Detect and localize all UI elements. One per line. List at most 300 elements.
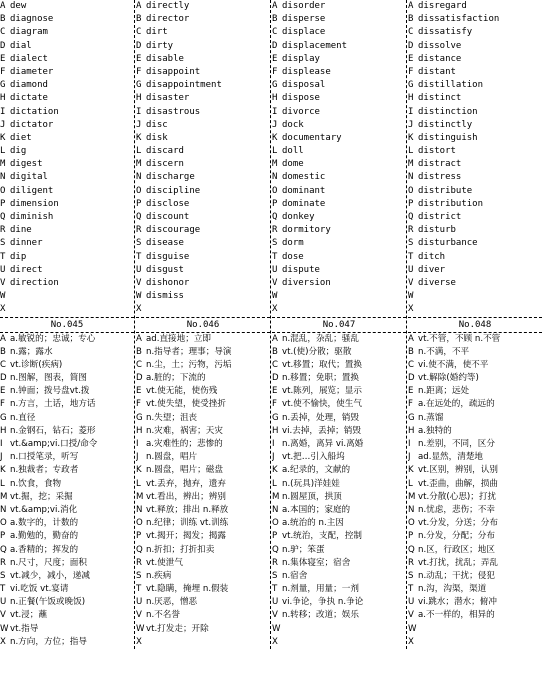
row-letter: M: [0, 159, 6, 170]
row-letter: J: [408, 119, 414, 130]
meaning-row: [136, 359, 270, 372]
meaning-text: n.方言，土话，地方话: [10, 399, 96, 410]
meaning-text: vt.不管，不顾 n.不管: [418, 333, 501, 344]
word-row: [0, 237, 134, 250]
row-letter: U: [272, 597, 279, 608]
meaning-row: [136, 412, 270, 425]
row-letter: Q: [272, 544, 279, 555]
row-letter: E: [272, 386, 278, 397]
meaning-text: n.宿舍: [282, 570, 308, 581]
meaning-text: vt.看出，辨出；辨别: [146, 491, 226, 502]
word-row: [136, 224, 270, 237]
row-letter: L: [0, 146, 6, 157]
meaning-row: [0, 451, 134, 464]
meaning-text: n.差别，不同，区分: [418, 439, 495, 449]
meaning-text: a.敏锐的；忠诚；专心: [10, 333, 96, 344]
word-row: [408, 303, 542, 316]
block-number: No.048: [408, 317, 542, 333]
word-text: dispose: [282, 93, 320, 104]
word-text: dictate: [10, 93, 48, 104]
meaning-text: vt.区别，辨别，认别: [418, 465, 498, 476]
row-letter: F: [408, 66, 414, 77]
word-row: [408, 0, 542, 13]
meaning-text: n.离婚，离异 vi.离婚: [282, 439, 364, 449]
word-row: [0, 0, 134, 13]
row-letter: R: [136, 557, 142, 568]
meaning-text: n.圆盘，唱片；磁盘: [146, 465, 223, 476]
row-letter: X: [0, 636, 6, 647]
row-letter: S: [136, 570, 142, 581]
meaning-text: n.沟，沟渠，渠道: [418, 584, 487, 595]
meaning-row: [272, 398, 406, 411]
meaning-text: n.(玩具)洋娃娃: [282, 478, 340, 489]
lower-block-3: [272, 333, 406, 650]
meaning-text: ad.显然，清楚地: [418, 452, 484, 463]
row-letter: M: [272, 159, 278, 170]
word-row: [408, 132, 542, 145]
word-row: [408, 264, 542, 277]
row-letter: V: [136, 277, 142, 288]
word-text: dig: [10, 146, 27, 157]
row-letter: U: [0, 264, 6, 275]
row-letter: K: [0, 132, 6, 143]
row-letter: R: [408, 225, 414, 236]
row-letter: G: [272, 412, 279, 423]
meaning-row: [0, 623, 134, 636]
meaning-text: vt.掘，挖；采掘: [10, 491, 73, 502]
word-text: disregard: [418, 1, 467, 11]
word-text: disposal: [282, 80, 326, 91]
row-letter: L: [272, 478, 277, 489]
word-text: disappointment: [146, 80, 222, 91]
row-letter: A: [408, 1, 414, 11]
word-row: [408, 66, 542, 79]
row-letter: Q: [408, 212, 414, 222]
word-row: [136, 237, 270, 250]
meaning-text: vt.隐瞒，掩埋 n.假装: [146, 584, 229, 595]
meaning-row: [408, 359, 542, 372]
meaning-text: a.纪录的，文献的: [282, 465, 351, 476]
meaning-row: [272, 478, 406, 491]
row-letter: K: [408, 465, 414, 476]
row-letter: M: [0, 491, 8, 502]
word-row: [0, 119, 134, 132]
meaning-row: [136, 451, 270, 464]
word-text: distance: [418, 53, 462, 64]
meaning-row: [272, 425, 406, 438]
row-letter: O: [272, 185, 278, 196]
meaning-text: n.混乱，杂乱；骚乱: [282, 333, 359, 344]
meaning-row: [272, 583, 406, 596]
meaning-row: [408, 372, 542, 385]
row-letter: A: [0, 1, 6, 11]
row-letter: O: [0, 518, 7, 529]
row-letter: L: [136, 478, 141, 489]
meaning-text: vt.统治，支配，控制: [282, 531, 362, 542]
word-row: [136, 26, 270, 39]
meaning-row: [408, 623, 542, 636]
word-row: [272, 171, 406, 184]
row-letter: L: [0, 478, 5, 489]
meaning-text: vt.打扰，扰乱；弄乱: [418, 557, 498, 568]
word-text: diagram: [10, 27, 48, 38]
row-letter: D: [272, 40, 278, 51]
row-letter: B: [408, 14, 414, 25]
row-letter: F: [136, 66, 142, 77]
word-row: [0, 198, 134, 211]
row-letter: U: [136, 597, 143, 608]
row-letter: O: [272, 518, 279, 529]
word-row: [0, 211, 134, 224]
meaning-row: [0, 438, 134, 451]
row-letter: S: [0, 238, 6, 249]
meaning-row: [272, 570, 406, 583]
meaning-row: [136, 372, 270, 385]
meaning-text: n.独裁者；专政者: [10, 465, 79, 476]
word-text: discourage: [146, 225, 201, 236]
meaning-text: vt.使不愉快，使生气: [282, 399, 362, 410]
row-letter: T: [0, 251, 6, 262]
word-text: diminish: [10, 212, 54, 222]
row-letter: E: [136, 386, 142, 397]
meaning-text: a.统治的 n.主因: [282, 518, 344, 529]
row-letter: D: [136, 40, 142, 51]
word-text: dip: [10, 251, 27, 262]
word-row: [272, 26, 406, 39]
word-text: diverse: [418, 277, 456, 288]
word-text: dishonor: [146, 277, 190, 288]
meaning-row: [272, 530, 406, 543]
word-text: dew: [10, 1, 27, 11]
row-letter: S: [136, 238, 142, 249]
meaning-row: [0, 464, 134, 477]
word-row: [272, 0, 406, 13]
meaning-text: vt.减少，减小，递减: [10, 570, 90, 581]
row-letter: M: [408, 159, 414, 170]
row-letter: J: [136, 452, 139, 463]
meaning-row: [136, 478, 270, 491]
meaning-row: [0, 425, 134, 438]
meaning-row: [272, 557, 406, 570]
row-letter: C: [272, 359, 279, 370]
row-letter: H: [0, 425, 7, 436]
word-text: disorder: [282, 1, 326, 11]
word-row: [272, 92, 406, 105]
row-letter: H: [136, 425, 143, 436]
meaning-row: [136, 583, 270, 596]
word-text: dictator: [10, 119, 54, 130]
meaning-row: [408, 596, 542, 609]
meaning-text: n.钟面；拨号盘vt.拨: [10, 386, 90, 397]
word-row: [0, 303, 134, 316]
meaning-row: [0, 636, 134, 649]
word-text: distinct: [418, 93, 462, 104]
row-letter: F: [0, 66, 6, 77]
meaning-row: [408, 609, 542, 622]
meaning-row: [0, 359, 134, 372]
row-letter: U: [408, 264, 414, 275]
meaning-row: [136, 623, 270, 636]
meaning-text: a.在远处的，疏远的: [418, 399, 495, 410]
row-letter: R: [136, 225, 142, 236]
meaning-row: [0, 570, 134, 583]
row-letter: X: [136, 304, 142, 315]
meaning-row: [408, 544, 542, 557]
row-letter: P: [136, 531, 142, 542]
meaning-row: [272, 636, 406, 649]
meaning-row: [0, 609, 134, 622]
meaning-text: n.集体寝室；宿舍: [282, 557, 351, 568]
word-row: [0, 106, 134, 119]
meaning-text: n.图解，图表，简图: [10, 373, 87, 384]
meaning-text: n.转移；改道；娱乐: [282, 610, 359, 621]
column-3: [272, 0, 407, 649]
word-row: [408, 224, 542, 237]
meaning-row: [408, 451, 542, 464]
row-letter: X: [272, 636, 278, 647]
meaning-text: n.圆屋顶，拱顶: [282, 491, 342, 502]
word-text: dorm: [282, 238, 304, 249]
meaning-row: [0, 583, 134, 596]
meaning-text: vi.跳水；潜水；俯冲: [418, 597, 497, 608]
word-row: [0, 185, 134, 198]
word-text: discard: [146, 146, 184, 157]
row-letter: D: [408, 40, 414, 51]
word-text: discharge: [146, 172, 195, 183]
meaning-row: [408, 398, 542, 411]
word-row: [408, 79, 542, 92]
word-row: [136, 264, 270, 277]
word-text: dictation: [10, 106, 59, 117]
upper-block-1: [0, 0, 134, 317]
meaning-text: vt.解除(婚约等): [418, 373, 479, 384]
meaning-text: vt.使无能，使伤残: [146, 386, 218, 397]
row-letter: K: [272, 132, 278, 143]
meaning-text: vt.丢弃，抛弃，遗弃: [146, 478, 226, 489]
row-letter: M: [136, 491, 144, 502]
row-letter: W: [0, 623, 9, 634]
row-letter: U: [408, 597, 415, 608]
row-letter: R: [0, 225, 6, 236]
row-letter: H: [408, 93, 414, 104]
lower-block-4: [408, 333, 542, 650]
word-text: ditch: [418, 251, 446, 262]
word-row: [272, 53, 406, 66]
meaning-text: vt.使泄气: [146, 557, 183, 568]
row-letter: X: [272, 304, 278, 315]
row-letter: A: [136, 333, 142, 344]
meaning-text: n.区，行政区；地区: [418, 544, 495, 555]
meaning-text: vt.把…引入船坞: [282, 452, 345, 463]
word-text: disturb: [418, 225, 456, 236]
meaning-text: a.香精的；挥发的: [10, 544, 79, 555]
row-letter: N: [136, 172, 142, 183]
row-letter: H: [136, 93, 142, 104]
row-letter: C: [0, 27, 6, 38]
meaning-row: [408, 412, 542, 425]
meaning-row: [0, 412, 134, 425]
meaning-row: [0, 491, 134, 504]
word-text: distract: [418, 159, 462, 170]
row-letter: G: [272, 80, 278, 91]
word-text: diet: [10, 132, 32, 143]
word-row: [0, 171, 134, 184]
word-row: [0, 92, 134, 105]
row-letter: W: [408, 623, 417, 634]
row-letter: H: [0, 93, 6, 104]
word-row: [0, 79, 134, 92]
word-text: distinctly: [418, 119, 473, 130]
word-text: diversion: [282, 277, 331, 288]
word-row: [408, 251, 542, 264]
meaning-row: [272, 451, 406, 464]
meaning-row: [408, 570, 542, 583]
row-letter: R: [272, 557, 278, 568]
row-letter: O: [136, 185, 142, 196]
word-text: distribute: [418, 185, 473, 196]
word-text: digital: [10, 172, 48, 183]
row-letter: W: [136, 291, 142, 302]
row-letter: S: [0, 570, 6, 581]
meaning-row: [0, 530, 134, 543]
meaning-row: [272, 544, 406, 557]
word-text: dominate: [282, 198, 326, 209]
word-text: disappoint: [146, 66, 201, 77]
row-letter: U: [136, 264, 142, 275]
word-text: dialect: [10, 53, 48, 64]
block-number: No.045: [0, 317, 134, 333]
meaning-text: vt.移置；取代；置换: [282, 359, 362, 370]
word-row: [408, 237, 542, 250]
meaning-row: [272, 504, 406, 517]
word-row: [272, 66, 406, 79]
meaning-row: [136, 557, 270, 570]
word-row: [136, 119, 270, 132]
row-letter: W: [0, 291, 6, 302]
row-letter: T: [0, 584, 6, 595]
word-text: dissatisfy: [418, 27, 473, 38]
row-letter: C: [408, 359, 415, 370]
meaning-row: [0, 557, 134, 570]
meaning-text: n.驴；笨蛋: [282, 544, 325, 555]
row-letter: A: [0, 333, 6, 344]
row-letter: S: [272, 238, 278, 249]
word-row: [408, 13, 542, 26]
meaning-row: [408, 346, 542, 359]
word-text: dissatisfaction: [418, 14, 500, 25]
row-letter: Q: [0, 212, 6, 222]
row-letter: E: [0, 386, 6, 397]
word-row: [0, 290, 134, 303]
word-row: [272, 158, 406, 171]
row-letter: J: [0, 119, 6, 130]
meaning-row: [136, 544, 270, 557]
word-text: displace: [282, 27, 326, 38]
word-row: [0, 132, 134, 145]
row-letter: F: [272, 66, 278, 77]
word-row: [272, 211, 406, 224]
column-4: [408, 0, 542, 649]
word-row: [408, 158, 542, 171]
word-text: discount: [146, 212, 190, 222]
word-row: [272, 132, 406, 145]
meaning-row: [0, 478, 134, 491]
row-letter: N: [272, 172, 278, 183]
word-text: domestic: [282, 172, 326, 183]
word-row: [408, 277, 542, 290]
row-letter: N: [408, 172, 414, 183]
meaning-row: [136, 438, 270, 451]
row-letter: I: [272, 439, 275, 449]
word-row: [0, 158, 134, 171]
word-row: [408, 92, 542, 105]
word-text: diver: [418, 264, 446, 275]
meaning-text: a.脏的；下流的: [146, 373, 206, 384]
word-row: [136, 0, 270, 13]
word-row: [136, 79, 270, 92]
row-letter: I: [136, 106, 142, 117]
row-letter: E: [408, 386, 414, 397]
word-row: [408, 40, 542, 53]
row-letter: O: [0, 185, 6, 196]
word-row: [136, 106, 270, 119]
row-letter: P: [0, 198, 6, 209]
meaning-text: n.圆盘，唱片: [146, 452, 198, 463]
word-row: [272, 79, 406, 92]
meaning-text: n.厌恶，憎恶: [146, 597, 198, 608]
word-row: [408, 290, 542, 303]
row-letter: N: [0, 172, 6, 183]
row-letter: V: [136, 610, 142, 621]
meaning-text: n.不名誉: [146, 610, 180, 621]
row-letter: A: [272, 1, 278, 11]
meaning-text: n.尘，土；污物，污垢: [146, 359, 232, 370]
row-letter: J: [0, 452, 3, 463]
row-letter: D: [0, 40, 6, 51]
meaning-text: n.蒸馏: [418, 412, 444, 423]
word-row: [272, 237, 406, 250]
word-row: [136, 211, 270, 224]
row-letter: V: [408, 277, 414, 288]
upper-block-4: [408, 0, 542, 317]
word-row: [408, 171, 542, 184]
row-letter: B: [272, 346, 278, 357]
meaning-text: n.金钢石，钻石；菱形: [10, 425, 96, 436]
row-letter: V: [0, 277, 6, 288]
word-text: displacement: [282, 40, 348, 51]
row-letter: N: [408, 504, 415, 515]
word-row: [0, 251, 134, 264]
row-letter: U: [272, 264, 278, 275]
meaning-text: vt.&amp;vi.消化: [10, 504, 78, 515]
meaning-text: a.勤勉的，勤奋的: [10, 531, 79, 542]
meaning-row: [0, 333, 134, 346]
word-text: digest: [10, 159, 43, 170]
meaning-row: [272, 623, 406, 636]
word-row: [272, 290, 406, 303]
word-row: [136, 171, 270, 184]
row-letter: F: [0, 399, 5, 410]
row-letter: K: [272, 465, 278, 476]
word-row: [0, 26, 134, 39]
word-text: distort: [418, 146, 456, 157]
block-number: No.046: [136, 317, 270, 333]
row-letter: J: [272, 452, 275, 463]
block-number: No.047: [272, 317, 406, 333]
row-letter: B: [0, 14, 6, 25]
meaning-text: vi.吃饭 vt.宴请: [10, 584, 69, 595]
word-text: doll: [282, 146, 304, 157]
